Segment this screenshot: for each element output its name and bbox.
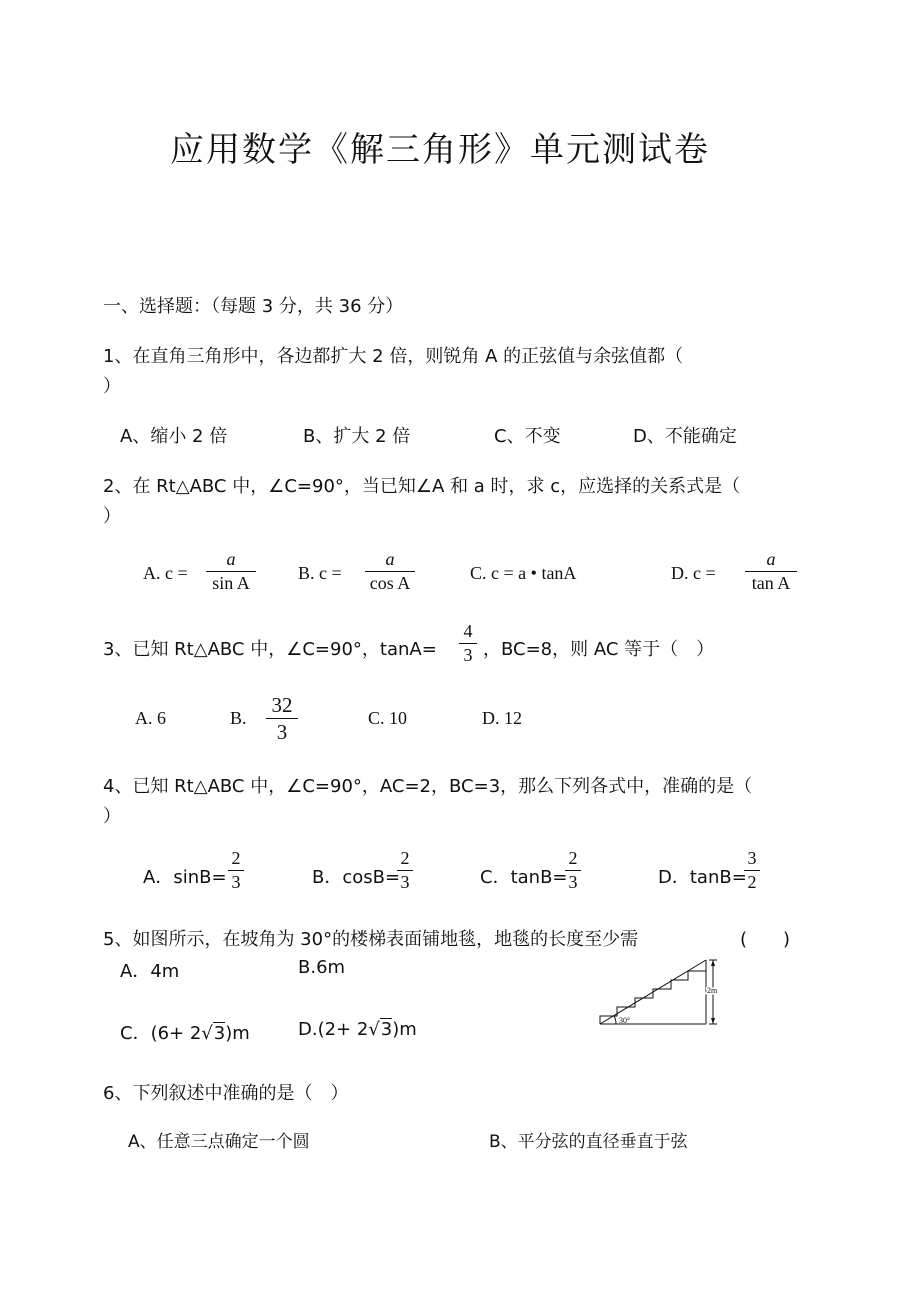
- question-1: 1、在直角三角形中，各边都扩大 2 倍，则锐角 A 的正弦值与余弦值都（: [103, 346, 684, 367]
- fraction-denominator: 3: [400, 871, 410, 892]
- fraction-numerator: 2: [231, 848, 241, 868]
- question-6: 6、下列叙述中准确的是（ ）: [103, 1083, 349, 1104]
- fraction-bar: [228, 870, 244, 871]
- q2-option-a-label: A. c =: [143, 563, 188, 583]
- q3-option-b-fraction: [266, 694, 298, 743]
- staircase-figure: [596, 955, 726, 1030]
- q2-option-a-fraction: [206, 550, 256, 593]
- q5-option-d-suffix: )m: [392, 1019, 417, 1040]
- q3-tan-fraction: [459, 622, 477, 665]
- fraction-denominator: 3: [276, 720, 288, 745]
- sqrt-sign: √: [368, 1019, 380, 1040]
- q2-option-d-label: D. c =: [671, 563, 716, 583]
- fraction-bar: [365, 571, 415, 572]
- fraction-bar: [397, 870, 413, 871]
- fraction-denominator: 3: [231, 871, 241, 892]
- slope-line: [600, 960, 706, 1024]
- q5-option-d-prefix: D.(2+ 2: [298, 1019, 369, 1040]
- q6-option-b: B、平分弦的直径垂直于弦: [489, 1132, 688, 1152]
- fraction-bar: [459, 643, 477, 644]
- height-label: 2m: [707, 986, 718, 995]
- q5-option-d: [298, 1019, 417, 1040]
- fraction-denominator: 3: [463, 644, 473, 665]
- q5-option-c: [120, 1019, 250, 1045]
- fraction-numerator: 3: [747, 848, 757, 868]
- q1-option-d: D、不能确定: [633, 426, 737, 447]
- question-2-paren: ）: [103, 506, 121, 527]
- arrow-up: [711, 960, 715, 966]
- question-3-suffix: ，BC=8，则 AC 等于（ ）: [483, 639, 715, 660]
- sqrt-radicand: 3: [213, 1023, 226, 1044]
- sqrt-radicand: 3: [380, 1019, 393, 1040]
- q4-option-c-fraction: [565, 849, 581, 892]
- fraction-denominator: sin A: [212, 572, 250, 593]
- q4-option-a-fraction: [228, 849, 244, 892]
- question-4-paren: ）: [103, 806, 121, 827]
- q5-option-c-prefix: C．(6+ 2: [120, 1023, 202, 1044]
- fraction-denominator: cos A: [369, 572, 411, 593]
- angle-label: 30°: [619, 1016, 631, 1025]
- fraction-numerator: a: [226, 549, 236, 569]
- arrow-down: [711, 1018, 715, 1024]
- q4-option-d-label: D．tanB=: [658, 867, 747, 888]
- q3-option-b-label: B.: [230, 708, 247, 728]
- q2-option-d-fraction: [745, 550, 797, 593]
- fraction-numerator: a: [385, 549, 395, 569]
- q5-option-a: A．4m: [120, 961, 180, 982]
- q5-option-c-suffix: )m: [225, 1023, 250, 1044]
- fraction-numerator: 4: [463, 621, 473, 641]
- q1-option-b: B、扩大 2 倍: [303, 426, 411, 447]
- q2-option-c: C. c = a • tanA: [470, 563, 577, 583]
- q2-option-b-fraction: [365, 550, 415, 593]
- fraction-denominator: 3: [568, 871, 578, 892]
- question-5-paren: ( ): [740, 929, 791, 950]
- question-1-paren: ）: [103, 376, 121, 397]
- q4-option-c-label: C．tanB=: [480, 867, 568, 888]
- q4-option-a-label: A．sinB=: [143, 867, 227, 888]
- q4-option-d-fraction: [744, 849, 760, 892]
- fraction-numerator: a: [766, 549, 776, 569]
- fraction-numerator: 2: [400, 848, 410, 868]
- fraction-numerator: 2: [568, 848, 578, 868]
- fraction-bar: [744, 870, 760, 871]
- fraction-bar: [565, 870, 581, 871]
- q3-option-a: A. 6: [135, 708, 166, 728]
- q1-option-a: A、缩小 2 倍: [120, 426, 228, 447]
- q1-option-c: C、不变: [494, 426, 561, 447]
- question-2: 2、在 Rt△ABC 中，∠C=90°，当已知∠A 和 a 时，求 c，应选择的关系式是（: [103, 476, 741, 497]
- section-heading: 一、选择题：（每题 3 分，共 36 分）: [103, 296, 404, 317]
- fraction-denominator: tan A: [751, 572, 791, 593]
- q6-option-a: A、任意三点确定一个圆: [128, 1132, 310, 1152]
- fraction-bar: [266, 718, 298, 719]
- fraction-numerator: 32: [271, 693, 293, 717]
- q3-option-d: D. 12: [482, 708, 522, 728]
- question-5: 5、如图所示，在坡角为 30°的楼梯表面铺地毯，地毯的长度至少需: [103, 929, 639, 950]
- q3-option-c: C. 10: [368, 708, 408, 728]
- fraction-bar: [745, 571, 797, 572]
- sqrt-sign: √: [201, 1023, 213, 1044]
- page-title: 应用数学《解三角形》单元测试卷: [170, 130, 710, 170]
- q5-option-b: B.6m: [298, 957, 346, 978]
- question-3-prefix: 3、已知 Rt△ABC 中，∠C=90°，tanA=: [103, 639, 437, 660]
- q2-option-b-label: B. c =: [298, 563, 342, 583]
- fraction-denominator: 2: [747, 871, 757, 892]
- q4-option-b-fraction: [397, 849, 413, 892]
- angle-arc: [614, 1016, 616, 1024]
- fraction-bar: [206, 571, 256, 572]
- question-4: 4、已知 Rt△ABC 中，∠C=90°，AC=2，BC=3，那么下列各式中，准确的是（: [103, 776, 753, 797]
- q4-option-b-label: B．cosB=: [312, 867, 401, 888]
